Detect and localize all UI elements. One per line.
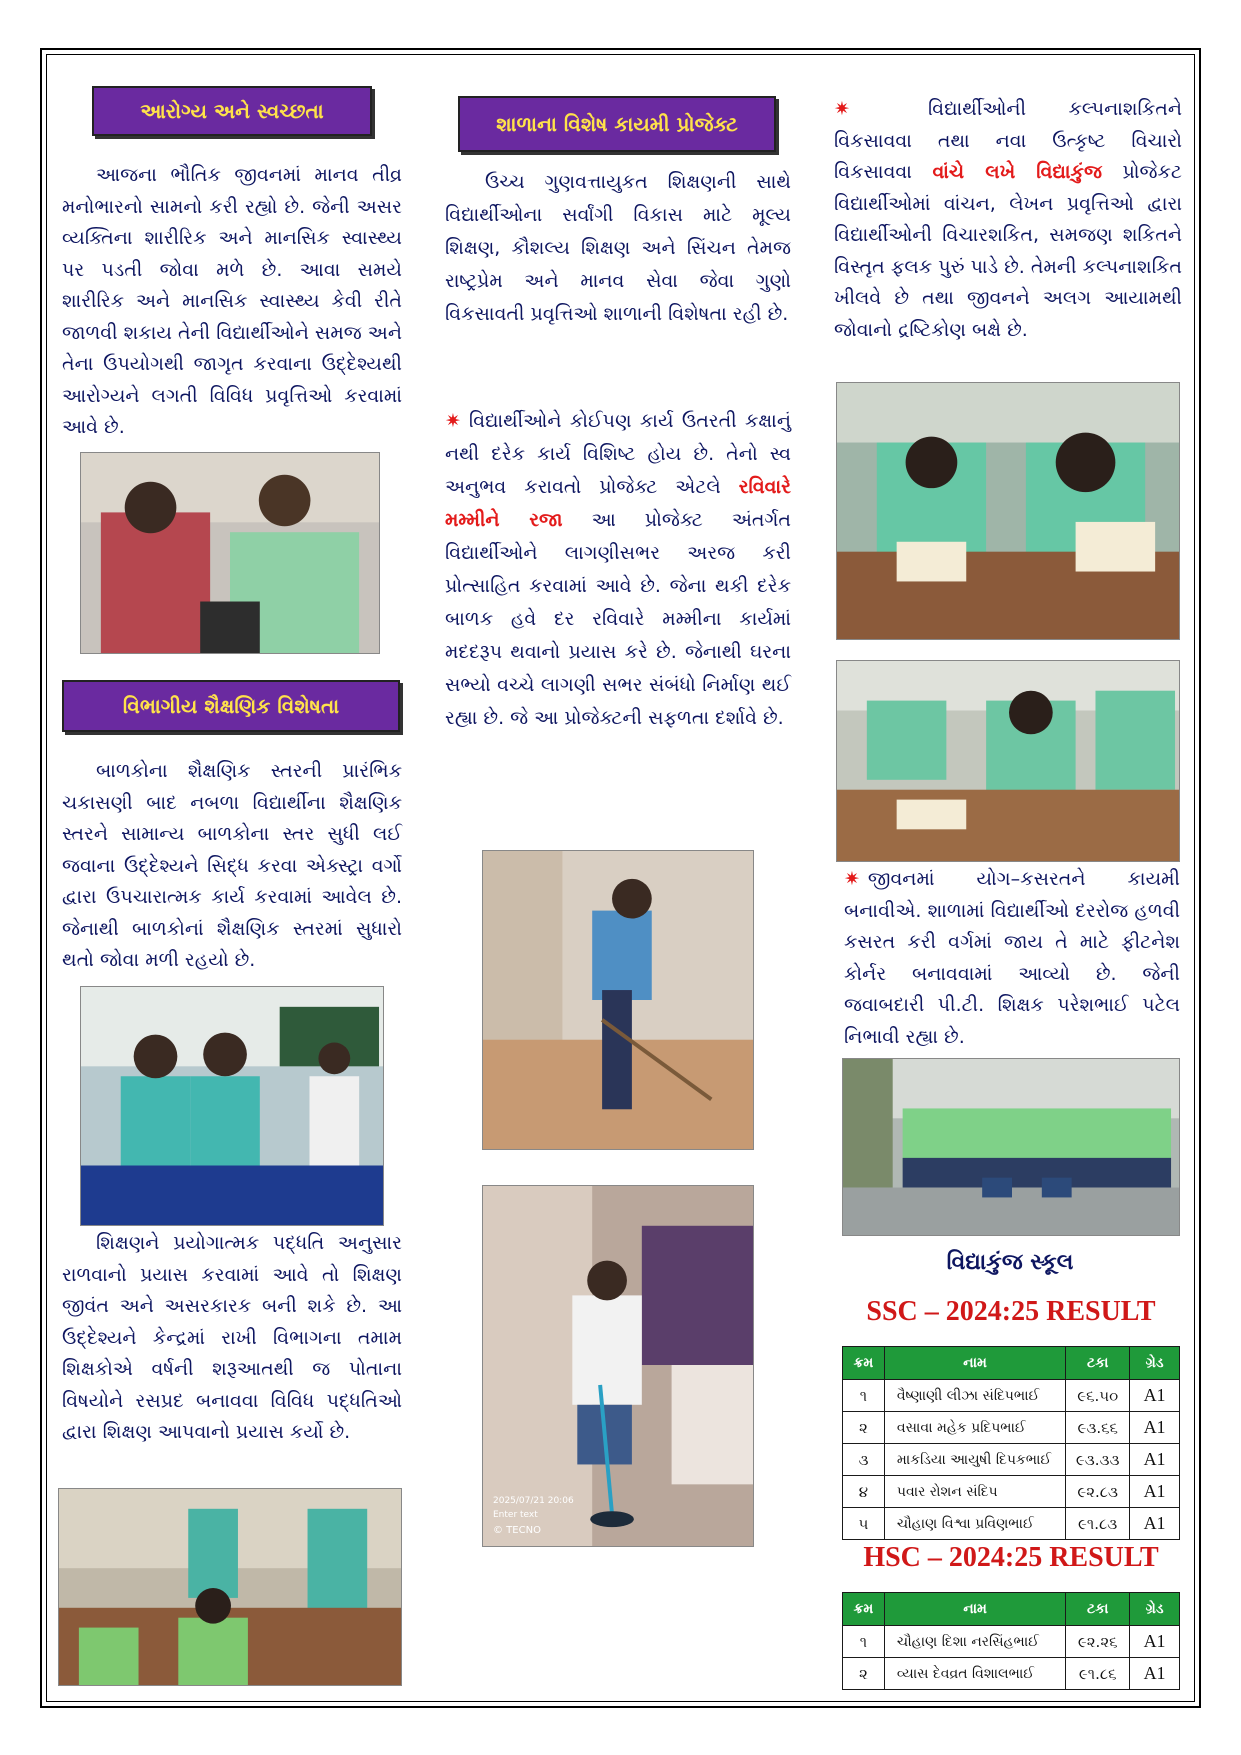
- highlight-sunday-project: રવિવારે મમ્મીને રજા: [445, 476, 791, 531]
- table-row: [843, 1412, 1180, 1444]
- cell-serial: ૪: [843, 1476, 885, 1508]
- cell-grade: A1: [1130, 1626, 1180, 1658]
- header-grade: ગ્રેડ: [1130, 1347, 1180, 1380]
- cell-name: માકડિયા આયુષી દિપકભાઈ: [884, 1444, 1065, 1476]
- table-row: [843, 1444, 1180, 1476]
- header-percent: ટકા: [1066, 1347, 1130, 1380]
- table-header-row: [843, 1593, 1180, 1626]
- cell-grade: A1: [1130, 1380, 1180, 1412]
- table-header-row: [843, 1347, 1180, 1380]
- header-serial: ક્રમ: [843, 1347, 885, 1380]
- heading-departmental-features: વિભાગીય શૈક્ષણિક વિશેષતા: [62, 680, 400, 732]
- cell-percent: ૯૬.૫૦: [1066, 1380, 1130, 1412]
- cell-name: ચૌહાણ દિશા નરસિંહભાઈ: [884, 1626, 1065, 1658]
- cell-percent: ૯૩.૩૩: [1066, 1444, 1130, 1476]
- school-name: વિદ્યાકુંજ સ્કૂલ: [946, 1250, 1074, 1275]
- heading-health-hygiene: આરોગ્ય અને સ્વચ્છતા: [92, 86, 372, 136]
- cell-serial: ૩: [843, 1444, 885, 1476]
- paragraph-health: આજના ભૌતિક જીવનમાં માનવ તીવ્ર મનોભારનો સામનો કરી રહ્યો છે. જેની અસર વ્યક્તિના શારીરિક અને માનસિક સ્વાસ્થ્ય પર પડતી જોવા મળે છે. આવા સમયે શારીરિક અને માનસિક સ્વાસ્થ્ય કેવી રીતે જાળવી શકાય તેની વિદ્યાર્થીઓને સમજ અને તેના ઉપયોગથી જાગૃત કરવાના ઉદ્દેશ્યથી આરોગ્યને લગતી વિવિધ પ્રવૃત્તિઓ કરવામાં આવે છે.: [62, 164, 402, 438]
- cell-percent: ૯૨.૮૩: [1066, 1476, 1130, 1508]
- paragraph-remedial: બાળકોના શૈક્ષણિક સ્તરની પ્રારંભિક ચકાસણી બાદ નબળા વિદ્યાર્થીના શૈક્ષણિક સ્તરને સામાન્ય બાળકોના સ્તર સુધી લઈ જવાના ઉદ્દેશ્યને સિદ્ધ કરવા એક્સ્ટ્રા વર્ગો દ્વારા ઉપચારાત્મક કાર્ય કરવામાં આવેલ છે. જેનાથી બાળકોનાં શૈક્ષણિક સ્તરમાં સુધારો થતો જોવા મળી રહયો છે.: [62, 760, 402, 971]
- cell-grade: A1: [1130, 1508, 1180, 1540]
- header-serial: ક્રમ: [843, 1593, 885, 1626]
- text-segment: વિદ્યાર્થીઓની કલ્પનાશકિતને વિકસાવવા તથા નવા ઉત્કૃષ્ટ વિચારો વિકસાવવા: [834, 98, 1182, 183]
- header-name: નામ: [884, 1593, 1065, 1626]
- cell-grade: A1: [1130, 1476, 1180, 1508]
- photo-classroom-activity: [58, 1488, 402, 1686]
- text-segment: પ્રોજેકટ વિદ્યાર્થીઓમાં વાંચન, લેખન પ્રવૃત્તિઓ દ્વારા વિદ્યાર્થીઓની વિચારશકિત, સમજણ શકિતને વિસ્તૃત ફલક પુરું પાડે છે. તેમની કલ્પનાશકિત ખીલવે છે તથા જીવનને અલગ આયામથી જોવાનો દ્રષ્ટિકોણ બક્ષે છે.: [834, 161, 1182, 341]
- cell-grade: A1: [1130, 1412, 1180, 1444]
- star-bullet-icon: ✷: [844, 868, 860, 890]
- hsc-result-table: [842, 1592, 1180, 1690]
- cell-serial: ૨: [843, 1412, 885, 1444]
- photo-students-reading: [836, 382, 1180, 640]
- hsc-result-title: HSC – 2024:25 RESULT: [863, 1542, 1159, 1573]
- header-name: નામ: [884, 1347, 1065, 1380]
- photo-stamp-text: Enter text: [493, 1510, 538, 1520]
- cell-name: વૈષ્ણાણી લીઝા સંદિપભાઈ: [884, 1380, 1065, 1412]
- cell-name: વ્યાસ દેવવ્રત વિશાલભાઈ: [884, 1658, 1065, 1690]
- photo-students-writing: [836, 660, 1180, 862]
- photo-brand-watermark: © TECNO: [493, 1525, 541, 1536]
- cell-grade: A1: [1130, 1444, 1180, 1476]
- text-segment: આ પ્રોજેક્ટ અંતર્ગત વિદ્યાર્થીઓને લાગણીસભર અરજ કરી પ્રોત્સાહિત કરવામાં આવે છે. જેના થકી દરેક બાળક હવે દર રવિવારે મમ્મીના કાર્યમાં મદદરૂપ થવાનો પ્રયાસ કરે છે. જેનાથી ઘરના સભ્યો વચ્ચે લાગણી સભર સંબંધો નિર્માણ થઈ રહ્યા છે. જે આ પ્રોજેક્ટની સફળતા દર્શાવે છે.: [445, 509, 791, 729]
- paragraph-fitness-corner: [844, 864, 1180, 1053]
- header-percent: ટકા: [1066, 1593, 1130, 1626]
- photo-health-checkup: [80, 452, 380, 654]
- table-row: [843, 1508, 1180, 1540]
- cell-percent: ૯૧.૮૬: [1066, 1658, 1130, 1690]
- paragraph-experimental-learning: શિક્ષણને પ્રયોગાત્મક પદ્ધતિ અનુસાર રાળવાનો પ્રયાસ કરવામાં આવે તો શિક્ષણ જીવંત અને અસરકારક બની શકે છે. આ ઉદ્દેશ્યને કેન્દ્રમાં રાખી વિભાગના તમામ શિક્ષકોએ વર્ષની શરૂઆતથી જ પોતાના વિષયોને રસપ્રદ બનાવવા વિવિધ પદ્ધતિઓ દ્વારા શિક્ષણ આપવાનો પ્રયાસ કર્યો છે.: [62, 1232, 402, 1443]
- ssc-result-table: [842, 1346, 1180, 1540]
- paragraph-sunday-project: [445, 405, 791, 735]
- star-bullet-icon: ✷: [445, 410, 461, 432]
- cell-name: વસાવા મહેક પ્રદિપભાઈ: [884, 1412, 1065, 1444]
- cell-serial: ૧: [843, 1380, 885, 1412]
- text-segment: વિદ્યાર્થીઓને કોઈપણ કાર્ય ઉતરતી કક્ષાનું નથી દરેક કાર્ય વિશિષ્ટ હોય છે. તેનો સ્વ અનુભવ કરાવતો પ્રોજેક્ટ એટલે: [445, 410, 791, 498]
- photo-student-mopping: [482, 1185, 754, 1547]
- table-row: [843, 1626, 1180, 1658]
- highlight-reading-project: વાંચે લખે વિદ્યાકુંજ: [932, 161, 1102, 183]
- cell-serial: ૨: [843, 1658, 885, 1690]
- star-bullet-icon: ✷: [834, 98, 850, 120]
- paragraph-holistic-development: ઉચ્ચ ગુણવત્તાયુકત શિક્ષણની સાથે વિદ્યાર્થીઓના સર્વાંગી વિકાસ માટે મૂલ્ય શિક્ષણ, કૌશલ્ય શિક્ષણ અને સિંચન તેમજ રાષ્ટ્રપ્રેમ અને માનવ સેવા જેવા ગુણો વિકસાવતી પ્રવૃત્તિઓ શાળાની વિશેષતા રહી છે.: [445, 171, 791, 325]
- photo-yoga-exercise: [842, 1058, 1180, 1236]
- cell-percent: ૯૩.૬૬: [1066, 1412, 1130, 1444]
- header-grade: ગ્રેડ: [1130, 1593, 1180, 1626]
- paragraph-reading-project: [834, 94, 1182, 346]
- cell-percent: ૯૨.૨૬: [1066, 1626, 1130, 1658]
- cell-serial: ૧: [843, 1626, 885, 1658]
- photo-timestamp: 2025/07/21 20:06: [493, 1496, 574, 1506]
- table-row: [843, 1380, 1180, 1412]
- table-row: [843, 1476, 1180, 1508]
- cell-serial: ૫: [843, 1508, 885, 1540]
- text-segment: જીવનમાં યોગ–કસરતને કાયમી બનાવીએ. શાળામાં વિદ્યાર્થીઓ દરરોજ હળવી કસરત કરી વર્ગમાં જાય તે માટે ફીટનેશ કોર્નર બનાવવામાં આવ્યો છે. જેની જવાબદારી પી.ટી. શિક્ષક પરેશભાઈ પટેલ નિભાવી રહ્યા છે.: [844, 868, 1180, 1048]
- photo-student-sweeping: [482, 850, 754, 1150]
- cell-percent: ૯૧.૮૩: [1066, 1508, 1130, 1540]
- cell-name: ચૌહાણ વિશ્વા પ્રવિણભાઈ: [884, 1508, 1065, 1540]
- heading-special-projects: શાળાના વિશેષ કાયમી પ્રોજેક્ટ: [458, 96, 776, 152]
- cell-name: પવાર રોશન સંદિપ: [884, 1476, 1065, 1508]
- photo-science-experiment: [80, 986, 384, 1226]
- cell-grade: A1: [1130, 1658, 1180, 1690]
- ssc-result-title: SSC – 2024:25 RESULT: [866, 1296, 1156, 1327]
- table-row: [843, 1658, 1180, 1690]
